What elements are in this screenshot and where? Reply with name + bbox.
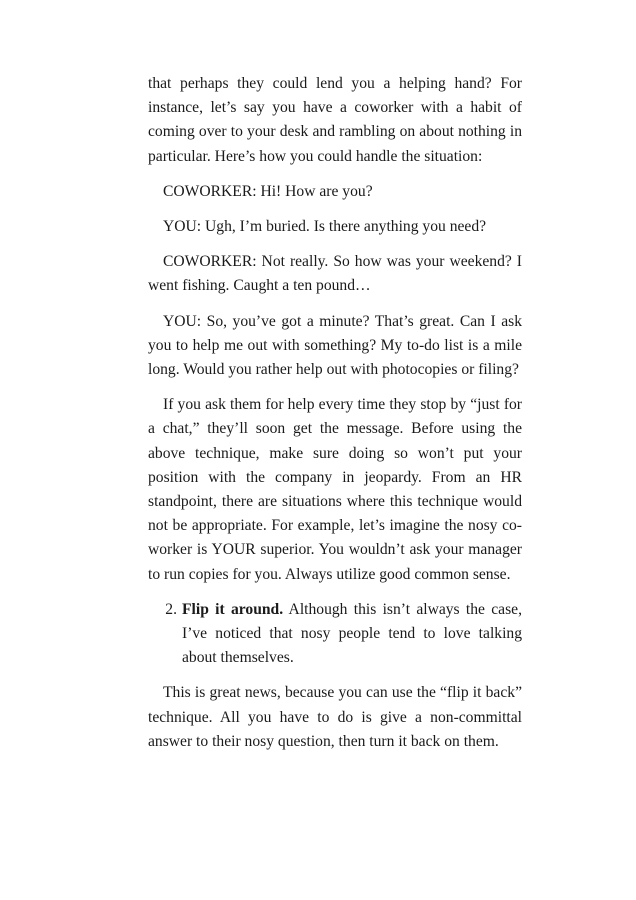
paragraph-intro: that perhaps they could lend you a helping hand? For instance, let’s say you have a coworker with a habit of coming over to your desk and rambling on about nothing in particular. Here’s how you could handle the situation:	[148, 75, 522, 165]
numbered-list-item	[148, 598, 522, 671]
list-item-text: Although this isn’t always the case, I’ve noticed that nosy people tend to love talking about themselves.	[182, 600, 522, 667]
list-item-body	[177, 598, 522, 671]
paragraph-advice: If you ask them for help every time they stop by “just for a chat,” they’ll soon get the message. Before using the above technique, make sure doing so won’t put your position with the company in jeopardy. From an HR standpoint, there are situations where this technique would not be appropriate. For example, let’s imagine the nosy co-worker is YOUR superior. You wouldn’t ask your manager to run copies for you. Always utilize good common sense.	[148, 396, 522, 583]
dialogue-you-buried: YOU: Ugh, I’m buried. Is there anything you need?	[163, 218, 487, 236]
dialogue-you-help: YOU: So, you’ve got a minute? That’s great. Can I ask you to help me out with something? My to-do list is a mile long. Would you rather help out with photocopies or filing?	[148, 312, 522, 379]
paragraph-flip-it-back: This is great news, because you can use the “flip it back” technique. All you have to do is give a non-committal answer to their nosy question, then turn it back on them.	[148, 684, 522, 750]
list-item-heading: Flip it around.	[182, 600, 284, 618]
dialogue-coworker-greeting: COWORKER: Hi! How are you?	[163, 182, 373, 200]
list-item-number: 2.	[165, 600, 177, 618]
dialogue-coworker-weekend: COWORKER: Not really. So how was your weekend? I went fishing. Caught a ten pound…	[148, 253, 522, 295]
document-page	[148, 72, 522, 765]
